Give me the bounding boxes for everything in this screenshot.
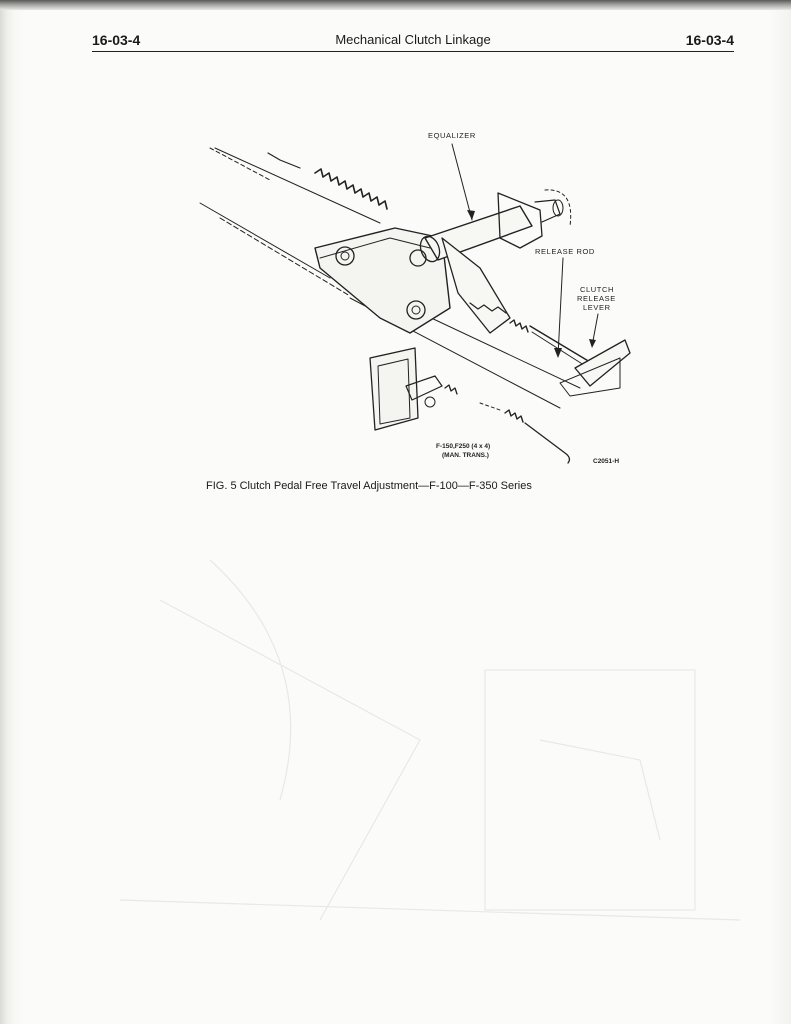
release-rod-arrow (554, 348, 562, 358)
equalizer-label: EQUALIZER (428, 131, 476, 140)
scan-top-shadow (0, 0, 791, 10)
assembly-line (480, 403, 500, 410)
rod-spring (510, 320, 528, 332)
bracket-bolt-thread (445, 385, 457, 394)
equalizer-lever (442, 238, 510, 333)
release-rod-leader (558, 258, 563, 356)
lever-arrow (589, 339, 596, 348)
spring-hook-rod (525, 423, 569, 463)
clutch-release-lever (575, 340, 630, 386)
equalizer-arrow (467, 210, 475, 220)
clutch-linkage-illustration (180, 118, 650, 478)
page-number-left: 16-03-4 (92, 32, 141, 48)
bleed-through-shadow (120, 540, 760, 940)
detached-spring (505, 410, 523, 422)
return-spring (315, 169, 387, 209)
page-number-right: 16-03-4 (685, 32, 734, 48)
clutch-label: CLUTCH (580, 285, 615, 294)
adjuster-nut (535, 200, 560, 222)
model-label-line1: F-150,F250 (4 x 4) (436, 443, 491, 450)
equalizer-leader (452, 144, 472, 220)
frame-line (210, 148, 270, 180)
model-label-line2: (MAN. TRANS.) (442, 452, 489, 459)
frame-line (200, 203, 330, 278)
page-title: Mechanical Clutch Linkage (335, 32, 491, 47)
release-rod-label: RELEASE ROD (535, 247, 595, 256)
lever-label: LEVER (583, 303, 611, 312)
equalizer-shaft (425, 206, 532, 260)
header-rule (92, 51, 734, 52)
release-label: RELEASE (577, 294, 616, 303)
frame-line (215, 148, 380, 223)
spring-hook (268, 153, 300, 168)
figure-code: C2051-H (593, 458, 620, 465)
page-header (92, 30, 734, 52)
bracket-bolt (425, 397, 435, 407)
figure-caption: FIG. 5 Clutch Pedal Free Travel Adjustment—F-100—F-350 Series (206, 480, 532, 492)
frame-channel (370, 348, 418, 430)
